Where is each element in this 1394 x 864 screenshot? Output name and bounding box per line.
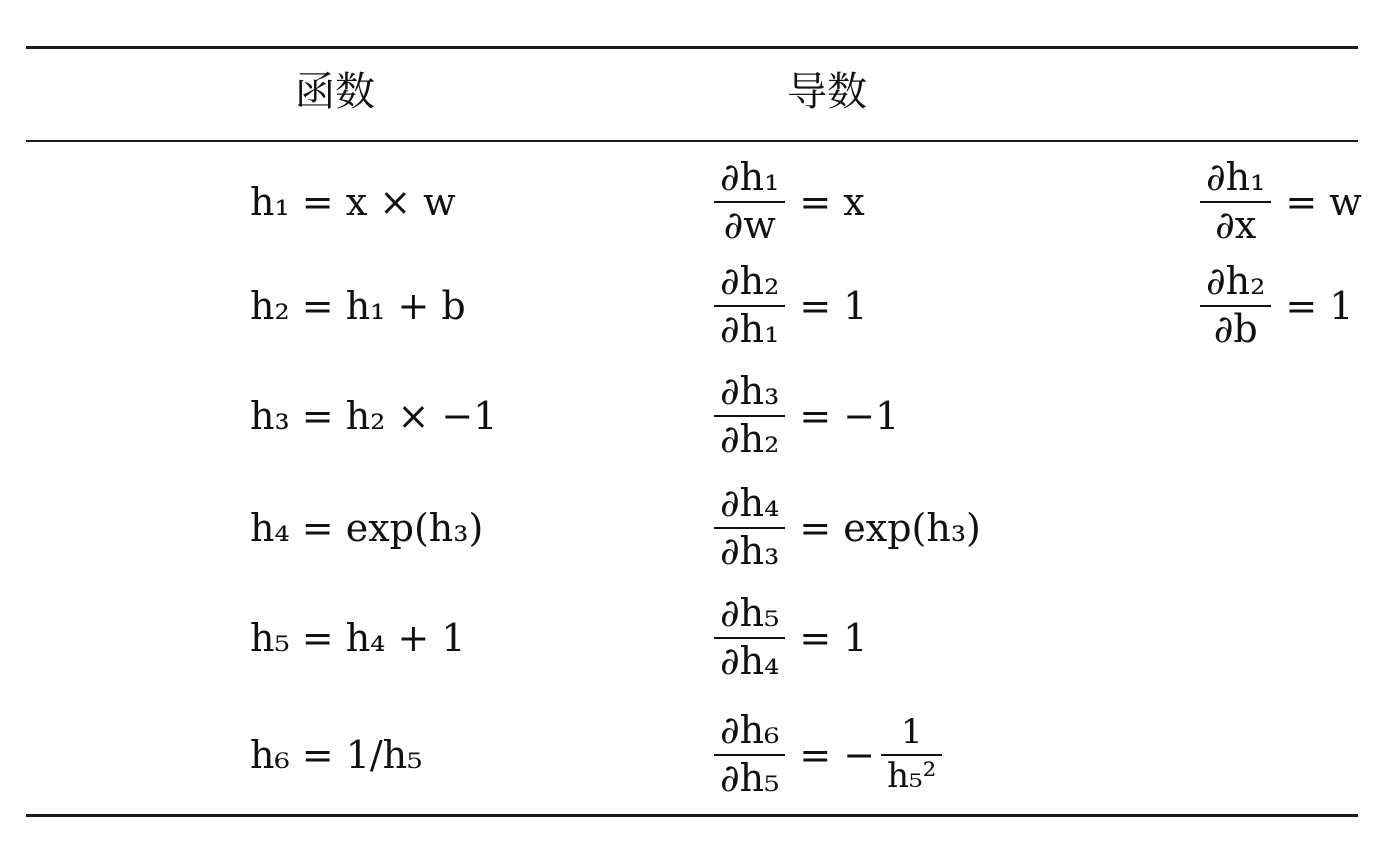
partial-fraction bbox=[1200, 259, 1271, 351]
numerator: ∂h₂ bbox=[1206, 259, 1266, 304]
partial-fraction bbox=[714, 369, 785, 461]
partial-fraction bbox=[714, 591, 785, 683]
function-cell: h₃ = h₂ × −1 bbox=[250, 394, 498, 438]
numerator: ∂h₆ bbox=[720, 708, 780, 753]
derivative-cell bbox=[714, 251, 867, 361]
denominator: h₅² bbox=[887, 756, 937, 796]
derivative-value: = exp(h₃) bbox=[799, 506, 981, 550]
denominator: ∂h₂ bbox=[720, 417, 780, 461]
derivative-value: = w bbox=[1285, 180, 1362, 224]
partial-fraction bbox=[714, 708, 785, 800]
header-derivative: 导数 bbox=[787, 69, 867, 115]
derivative-value: = 1 bbox=[799, 616, 868, 660]
denominator: ∂h₄ bbox=[720, 639, 780, 683]
derivative-cell bbox=[714, 700, 956, 810]
function-cell: h₅ = h₄ + 1 bbox=[250, 616, 466, 660]
partial-fraction bbox=[714, 259, 785, 351]
partial-fraction bbox=[1200, 155, 1271, 247]
numerator: ∂h₅ bbox=[720, 591, 780, 636]
denominator: ∂h₁ bbox=[720, 307, 780, 351]
numerator: 1 bbox=[900, 712, 923, 753]
header-rule bbox=[26, 140, 1358, 142]
partial-fraction bbox=[714, 155, 785, 247]
function-cell: h₁ = x × w bbox=[250, 180, 456, 224]
numerator: ∂h₁ bbox=[720, 155, 780, 200]
derivative-value: = − bbox=[799, 733, 876, 777]
denominator: ∂h₃ bbox=[720, 529, 780, 573]
denominator: ∂h₅ bbox=[720, 756, 780, 800]
derivative-value: = −1 bbox=[799, 394, 900, 438]
derivative-cell bbox=[714, 147, 865, 257]
derivative-cell bbox=[714, 361, 899, 471]
numerator: ∂h₄ bbox=[720, 481, 780, 526]
partial-fraction bbox=[714, 481, 785, 573]
function-cell: h₆ = 1/h₅ bbox=[250, 733, 423, 777]
inverse-square-fraction bbox=[881, 712, 942, 796]
derivative-cell bbox=[714, 473, 981, 583]
derivative-value: = x bbox=[799, 180, 865, 224]
function-cell: h₂ = h₁ + b bbox=[250, 284, 466, 328]
numerator: ∂h₂ bbox=[720, 259, 780, 304]
derivative-cell bbox=[714, 583, 867, 693]
denominator: ∂x bbox=[1215, 203, 1257, 247]
derivative-cell bbox=[1200, 251, 1353, 361]
derivative-value: = 1 bbox=[1285, 284, 1354, 328]
header-function: 函数 bbox=[295, 69, 375, 115]
function-cell: h₄ = exp(h₃) bbox=[250, 506, 484, 550]
denominator: ∂w bbox=[723, 203, 776, 247]
numerator: ∂h₁ bbox=[1206, 155, 1266, 200]
bottom-rule bbox=[26, 814, 1358, 817]
top-rule bbox=[26, 46, 1358, 49]
numerator: ∂h₃ bbox=[720, 369, 780, 414]
derivative-value: = 1 bbox=[799, 284, 868, 328]
denominator: ∂b bbox=[1213, 307, 1258, 351]
derivative-cell bbox=[1200, 147, 1362, 257]
